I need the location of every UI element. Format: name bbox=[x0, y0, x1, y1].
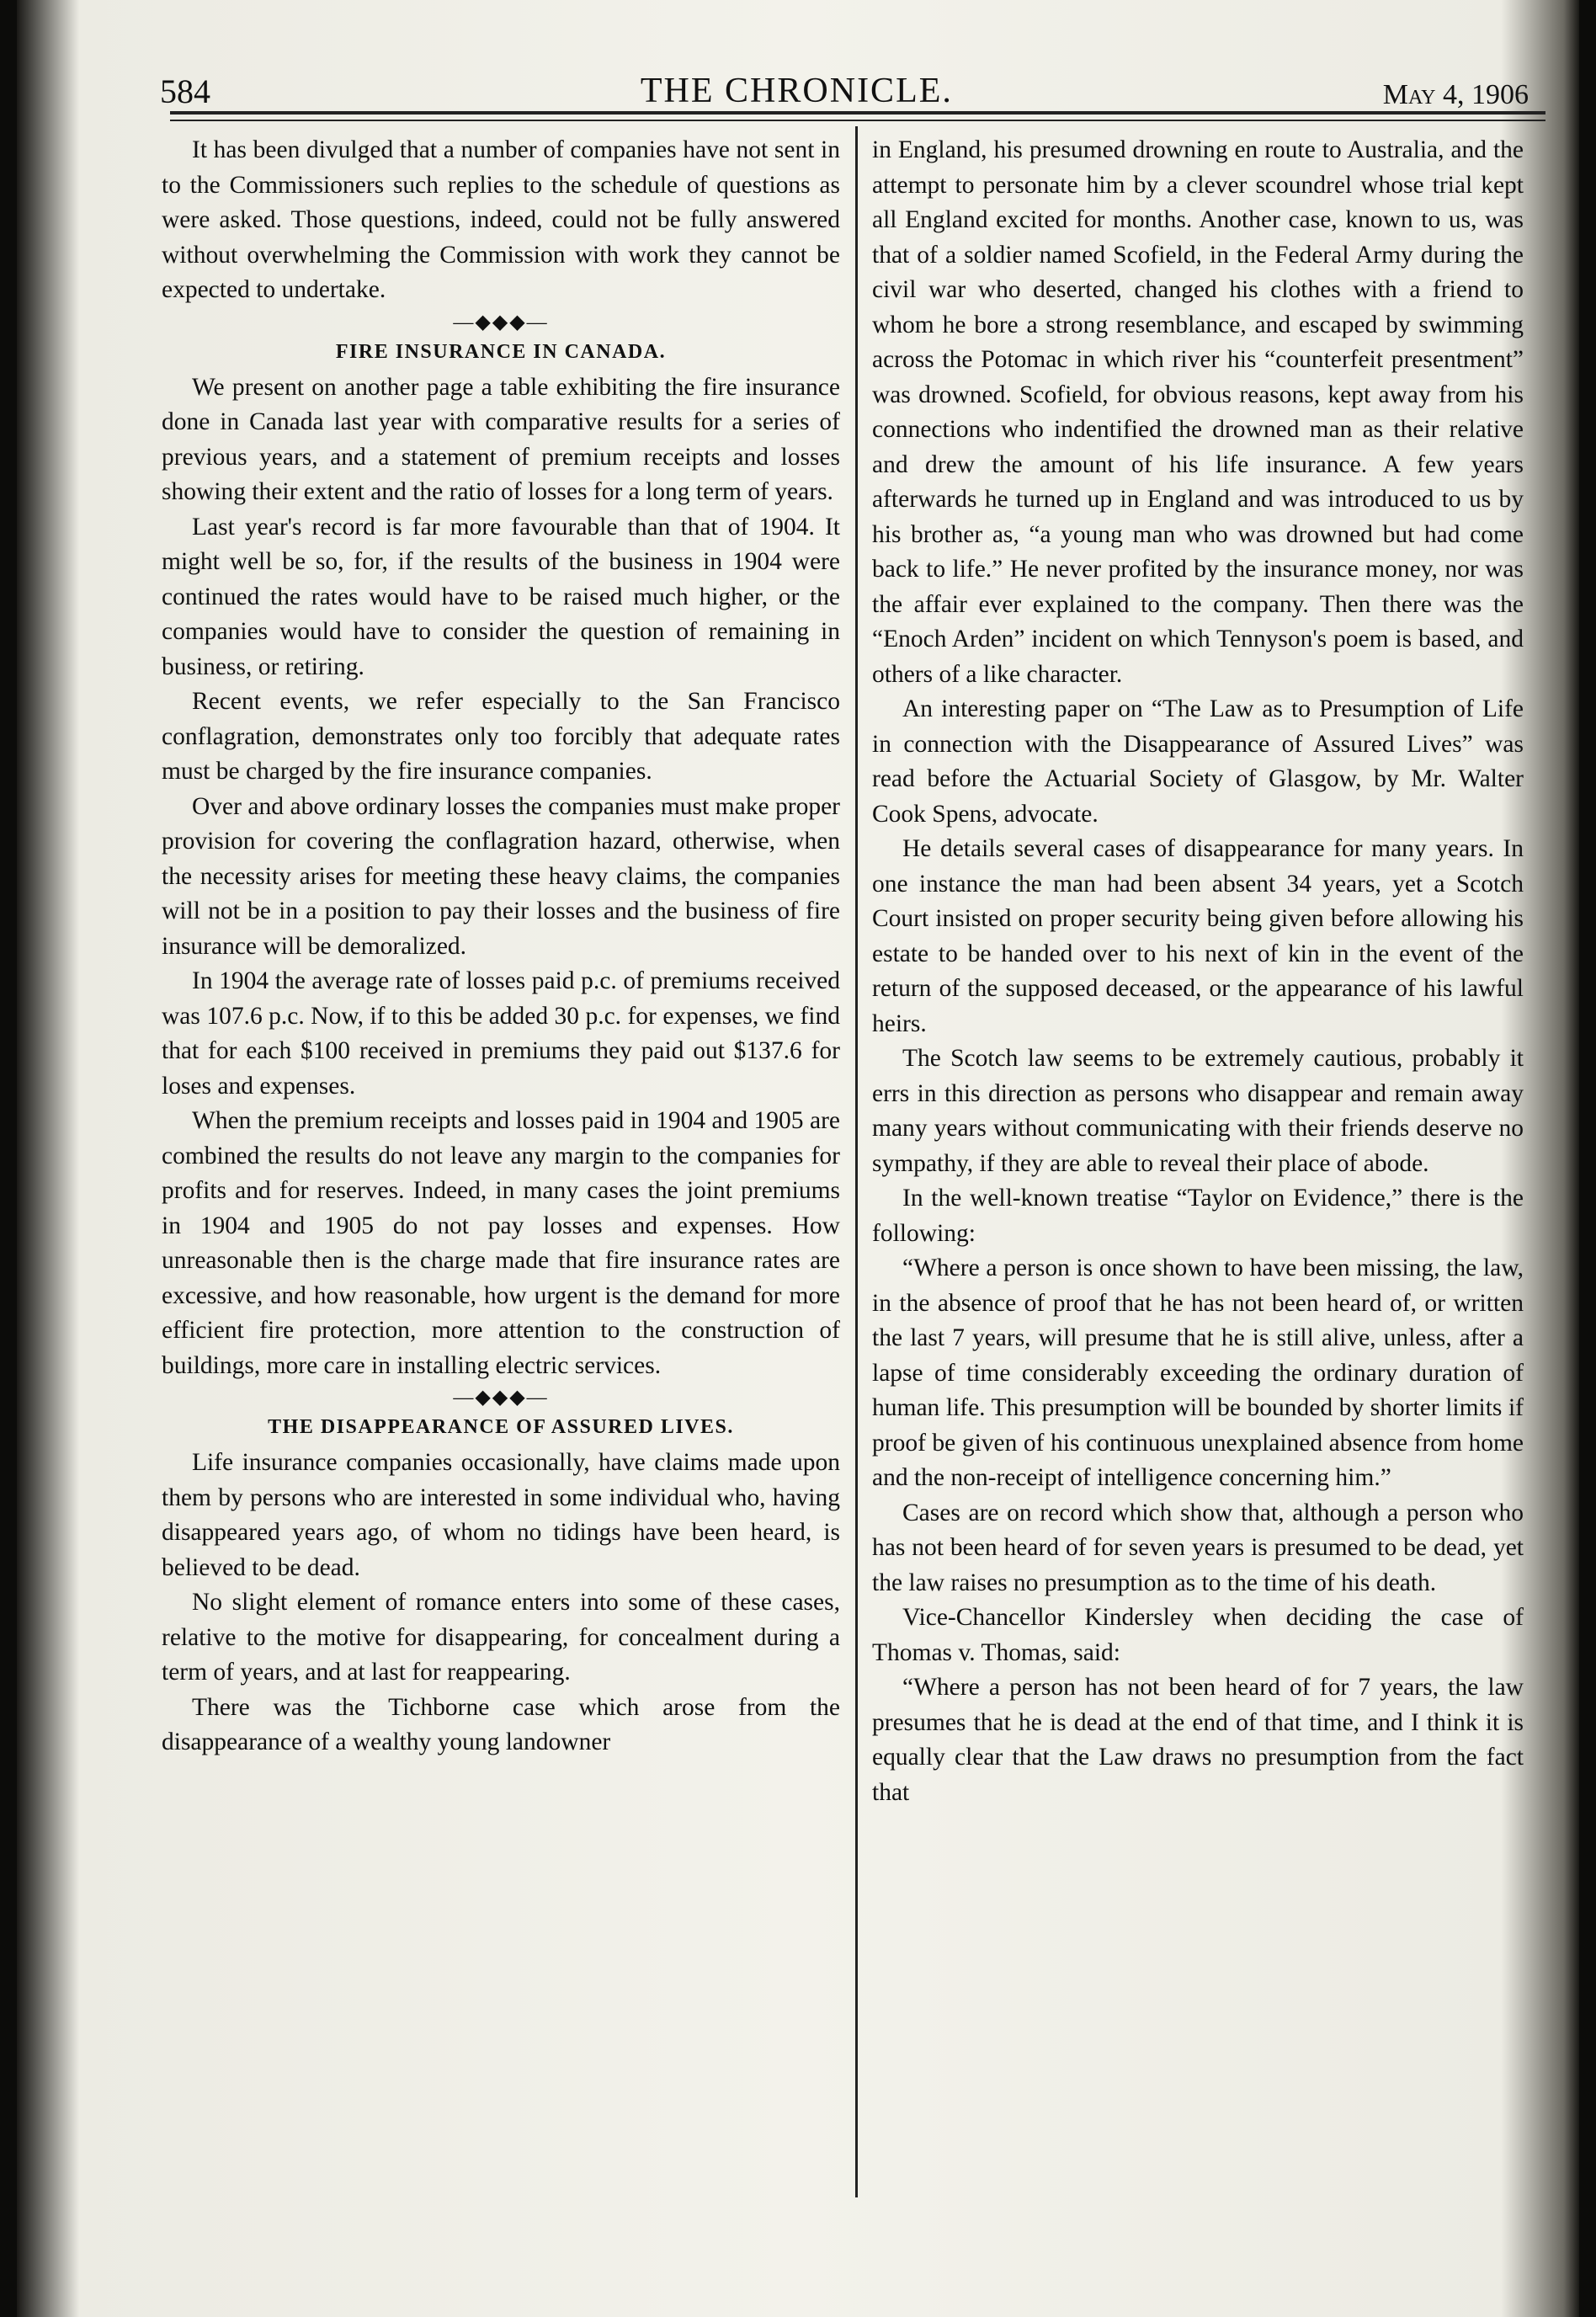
paragraph: Cases are on record which show that, although a person who has not been heard of for seven years is presumed to be dead, yet the law raises no presumption as to the time of his death. bbox=[872, 1499, 1524, 1596]
paragraph: Vice-Chancellor Kindersley when deciding the case of Thomas v. Thomas, said: bbox=[872, 1604, 1524, 1666]
left-column bbox=[162, 133, 840, 1760]
paragraph: In the well-known treatise “Taylor on Evidence,” there is the following: bbox=[872, 1185, 1524, 1247]
page-number: 584 bbox=[160, 72, 210, 110]
quotation-paragraph: “Where a person has not been heard of for 7 years, the law presumes that he is dead at the end of that time, and I think it is equally clear that the Law draws no presumption from the fact that bbox=[872, 1674, 1524, 1806]
section-ornament: —◆◆◆— bbox=[453, 311, 549, 333]
paragraph: In 1904 the average rate of losses paid p.c. of premiums received was 107.6 p.c. Now, if to this be added 30 p.c. for expenses, we find that for each $100 received in premiums they paid out $137.6 for loses and expenses. bbox=[162, 967, 840, 1100]
paragraph: No slight element of romance enters into some of these cases, relative to the motive for disappearing, for concealment during a term of years, and at last for reappearing. bbox=[162, 1589, 840, 1686]
paragraph: He details several cases of disappearance for many years. In one instance the man had been absent 34 years, yet a Scotch Court insisted on proper security being given before allowing his estate to be handed over to his next of kin in the event of the return of the supposed deceased, or the appearance of his lawful heirs. bbox=[872, 835, 1524, 1037]
right-column bbox=[872, 133, 1524, 1810]
paragraph: Recent events, we refer especially to the San Francisco conflagration, demonstrates only too forcibly that adequate rates must be charged by the fire insurance companies. bbox=[162, 688, 840, 785]
newspaper-page bbox=[17, 0, 1579, 2317]
issue-date: May 4, 1906 bbox=[1382, 79, 1529, 110]
fire-insurance-heading: FIRE INSURANCE IN CANADA. bbox=[335, 340, 667, 363]
header-rule bbox=[170, 111, 1545, 115]
paragraph: Last year's record is far more favourable than that of 1904. It might well be so, for, if the results of the business in 1904 were continued the rates would have to be raised much higher, or the companies would have to consider the question of remaining in business, or retiring. bbox=[162, 513, 840, 680]
header-rule-thin bbox=[170, 120, 1545, 121]
continued-paragraph: in England, his presumed drowning en route to Australia, and the attempt to personate him by a clever scoundrel whose trial kept all England excited for months. Another case, known to us, was that of a soldier named Scofield, in the Federal Army during the civil war who deserted, changed his clothes with a friend to whom he bore a strong resemblance, and escaped by swimming across the Potomac in which river his “counterfeit presentment” was drowned. Scofield, for obvious reasons, kept away from his connections who indentified the drowned man as their relative and drew the amount of his life insurance. A few years afterwards he turned up in England and was introduced to us by his brother as, “a young man who was drowned but had come back to life.” He never profited by the insurance money, nor was the affair ever explained to the company. Then there was the “Enoch Arden” incident on which Tennyson's poem is based, and others of a like character. bbox=[872, 136, 1524, 688]
paragraph: Over and above ordinary losses the companies must make proper provision for covering the conflagration hazard, otherwise, when the necessity arises for meeting these heavy claims, the companies will not be in a position to pay their losses and the business of fire insurance will be demoralized. bbox=[162, 792, 840, 960]
page-header bbox=[160, 52, 1529, 111]
paragraph: When the premium receipts and losses paid in 1904 and 1905 are combined the results do not leave any margin to the companies for profits and for reserves. Indeed, in many cases the joint premiums in 1904 and 1905 do not pay losses and expenses. How unreasonable then is the charge made that fire insurance rates are excessive, and how reasonable, how urgent is the demand for more efficient fire protection, more attention to the construction of buildings, more care in installing electric services. bbox=[162, 1107, 840, 1379]
intro-paragraph: It has been divulged that a number of companies have not sent in to the Commissioners such replies to the schedule of questions as were asked. Those questions, indeed, could not be fully answered without overwhelming the Commission with work they cannot be expected to undertake. bbox=[162, 136, 840, 303]
paragraph: An interesting paper on “The Law as to Presumption of Life in connection with the Disappearance of Assured Lives” was read before the Actuarial Society of Glasgow, by Mr. Walter Cook Spens, advocate. bbox=[872, 695, 1524, 828]
disappearance-heading: THE DISAPPEARANCE OF ASSURED LIVES. bbox=[268, 1416, 734, 1438]
paragraph: We present on another page a table exhibiting the fire insurance done in Canada last year with comparative results for a series of previous years, and a statement of premium receipts and losses showing their extent and the ratio of losses for a long term of years. bbox=[162, 373, 840, 505]
paragraph: There was the Tichborne case which arose from the disappearance of a wealthy young landowner bbox=[162, 1693, 840, 1755]
publication-title: THE CHRONICLE. bbox=[640, 72, 953, 110]
column-divider bbox=[855, 126, 858, 2197]
paragraph: The Scotch law seems to be extremely cautious, probably it errs in this direction as persons who disappear and remain away many years without communicating with their friends deserve no sympathy, if they are able to reveal their place of abode. bbox=[872, 1045, 1524, 1177]
quotation-paragraph: “Where a person is once shown to have been missing, the law, in the absence of proof that he has not been heard of, or written the last 7 years, will presume that he is still alive, unless, after a lapse of time considerably exceeding the ordinary duration of human life. This presumption will be bounded by shorter limits if proof be given of his continuous unexplained absence from home and the non-receipt of intelligence concerning him.” bbox=[872, 1254, 1524, 1491]
paragraph: Life insurance companies occasionally, have claims made upon them by persons who are interested in some individual who, having disappeared years ago, of whom no tidings have been heard, is believed to be dead. bbox=[162, 1449, 840, 1581]
section-ornament: —◆◆◆— bbox=[453, 1387, 549, 1409]
